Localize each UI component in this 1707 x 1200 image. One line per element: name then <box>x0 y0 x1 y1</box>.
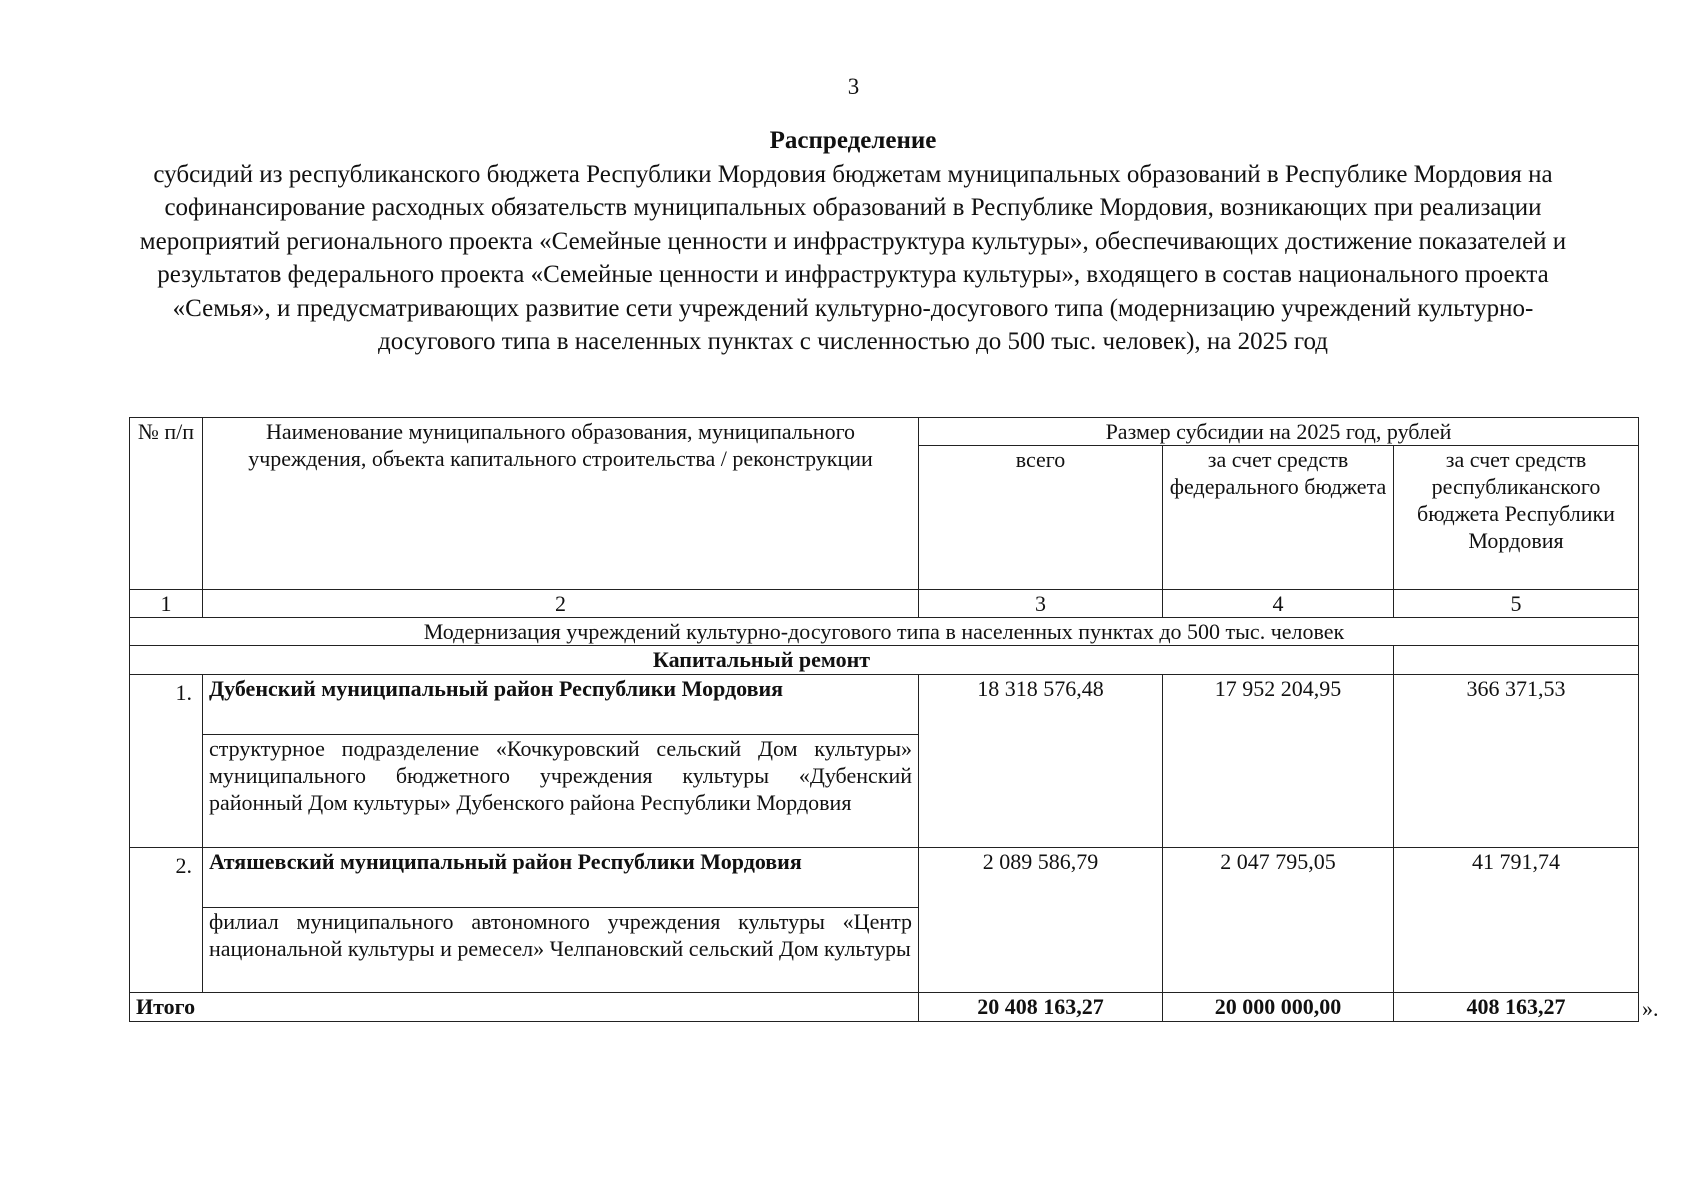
totals-federal: 20 000 000,00 <box>1163 993 1394 1022</box>
table-row <box>130 848 1639 908</box>
header-federal: за счет средств федерального бюджета <box>1163 446 1394 590</box>
header-name: Наименование муниципального образования, муниципального учреждения, объекта капитального строительства / реконструкции <box>203 418 919 590</box>
header-republic: за счет средств республиканского бюджета Республики Мордовия <box>1394 446 1639 590</box>
totals-label: Итого <box>130 993 919 1022</box>
totals-total: 20 408 163,27 <box>919 993 1163 1022</box>
header-num: № п/п <box>130 418 203 590</box>
subsection-title: Капитальный ремонт <box>130 646 1394 675</box>
subsidy-table <box>129 417 1639 1022</box>
page-number: 3 <box>847 74 860 99</box>
row-total: 18 318 576,48 <box>919 675 1163 848</box>
row-number: 1. <box>130 675 203 848</box>
column-numbers-row <box>130 590 1639 618</box>
row-total: 2 089 586,79 <box>919 848 1163 993</box>
subsection-empty-cell <box>1394 646 1639 675</box>
row-municipality: Атяшевский муниципальный район Республики Мордовия <box>203 848 919 908</box>
column-number: 2 <box>203 590 919 618</box>
totals-row <box>130 993 1639 1022</box>
row-federal: 17 952 204,95 <box>1163 675 1394 848</box>
row-institution: структурное подразделение «Кочкуровский сельский Дом культуры» муниципального бюджетного учреждения культуры «Дубенский районный Дом культуры» Дубенского района Республики Мордовия <box>203 735 919 848</box>
row-federal: 2 047 795,05 <box>1163 848 1394 993</box>
table-row <box>130 675 1639 735</box>
totals-republic: 408 163,27 <box>1394 993 1639 1022</box>
row-number: 2. <box>130 848 203 993</box>
section-title: Модернизация учреждений культурно-досугового типа в населенных пунктах до 500 тыс. человек <box>130 618 1639 646</box>
header-subsidy-group: Размер субсидии на 2025 год, рублей <box>919 418 1639 446</box>
column-number: 5 <box>1394 590 1639 618</box>
column-number: 4 <box>1163 590 1394 618</box>
title-main: Распределение <box>769 127 937 154</box>
row-republic: 41 791,74 <box>1394 848 1639 993</box>
row-republic: 366 371,53 <box>1394 675 1639 848</box>
closing-quote-mark: ». <box>1642 996 1659 1021</box>
row-institution: филиал муниципального автономного учреждения культуры «Центр национальной культуры и ремесел» Челпановский сельский Дом культуры <box>203 908 919 993</box>
header-total: всего <box>919 446 1163 590</box>
document-title <box>118 124 1588 359</box>
column-number: 1 <box>130 590 203 618</box>
title-body: субсидий из республиканского бюджета Республики Мордовия бюджетам муниципальных образований в Республике Мордовия на софинансирование расходных обязательств муниципальных образований в Республике Мордовия, возникающих при реализации мероприятий регионального проекта «Семейные ценности и инфраструктура культуры», обеспечивающих достижение показателей и результатов федерального проекта «Семейные ценности и инфраструктура культуры», входящего в состав национального проекта «Семья», и предусматривающих развитие сети учреждений культурно-досугового типа (модернизацию учреждений культурно-досугового типа в населенных пунктах с численностью до 500 тыс. человек), на 2025 год <box>139 160 1567 355</box>
column-number: 3 <box>919 590 1163 618</box>
row-municipality: Дубенский муниципальный район Республики Мордовия <box>203 675 919 735</box>
